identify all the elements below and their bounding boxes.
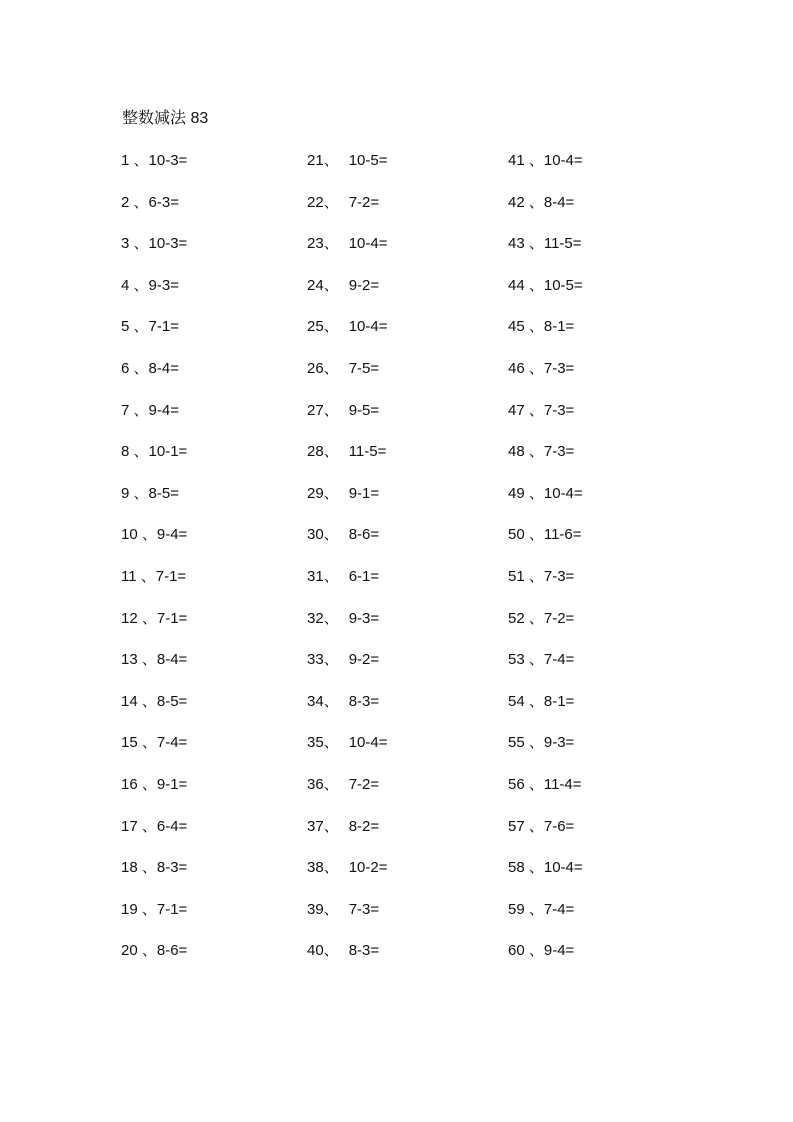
problem-item xyxy=(307,693,379,711)
problem-separator: 、 xyxy=(137,776,157,793)
problem-separator: 、 xyxy=(137,692,157,710)
problem-separator: 、 xyxy=(323,651,339,669)
problem-number: 44 xyxy=(508,276,525,294)
problem-number: 21 xyxy=(307,152,324,169)
problem-item xyxy=(508,485,583,503)
problem-item xyxy=(121,235,187,253)
problem-number: 29 xyxy=(307,484,324,502)
problem-separator: 、 xyxy=(323,568,339,585)
problem-expression: 9-3= xyxy=(148,276,179,294)
problem-expression: 7-3= xyxy=(348,900,380,918)
problem-separator: 、 xyxy=(323,817,339,835)
problem-expression: 8-3= xyxy=(348,942,380,960)
problem-expression: 9-3= xyxy=(348,609,380,627)
problem-number: 26 xyxy=(307,360,324,377)
problem-separator: 、 xyxy=(137,734,157,752)
problem-expression: 9-4= xyxy=(156,526,188,544)
problem-item xyxy=(307,610,379,628)
problem-item xyxy=(121,734,187,752)
problem-item xyxy=(121,485,179,503)
problem-expression: 7-1= xyxy=(148,318,179,336)
problem-separator: 、 xyxy=(129,401,149,419)
problem-item xyxy=(121,610,187,628)
problem-item xyxy=(121,693,187,711)
problem-item xyxy=(508,734,574,752)
problem-item xyxy=(307,859,388,877)
problem-separator: 、 xyxy=(129,235,149,253)
problem-number: 30 xyxy=(307,526,324,544)
problem-number: 2 xyxy=(121,193,130,211)
problem-separator: 、 xyxy=(136,568,156,585)
problem-item xyxy=(121,152,187,170)
problem-expression: 10-4= xyxy=(348,318,388,336)
problem-separator: 、 xyxy=(524,734,544,752)
problem-separator: 、 xyxy=(137,900,157,918)
problem-item xyxy=(307,568,379,586)
problem-item xyxy=(307,194,379,212)
problem-expression: 7-5= xyxy=(348,360,380,377)
problem-item xyxy=(508,402,574,420)
problem-separator: 、 xyxy=(524,484,544,502)
problem-number: 37 xyxy=(307,817,324,835)
problem-separator: 、 xyxy=(129,484,149,502)
problem-number: 47 xyxy=(508,401,525,419)
problem-number: 52 xyxy=(508,609,525,627)
problem-expression: 7-2= xyxy=(348,776,380,793)
problem-number: 14 xyxy=(121,692,138,710)
problem-item xyxy=(508,693,574,711)
problem-separator: 、 xyxy=(323,859,339,877)
problem-item xyxy=(121,859,187,877)
problem-item xyxy=(121,776,187,794)
problem-item xyxy=(307,152,388,170)
problem-expression: 7-3= xyxy=(543,401,575,419)
problem-item xyxy=(508,651,574,669)
problem-separator: 、 xyxy=(524,776,544,793)
problem-number: 20 xyxy=(121,942,138,960)
problem-number: 11 xyxy=(121,568,137,585)
problem-expression: 8-1= xyxy=(543,318,575,336)
problem-number: 22 xyxy=(307,193,324,211)
problem-item xyxy=(121,318,179,336)
problem-item xyxy=(307,318,388,336)
problem-expression: 8-2= xyxy=(348,817,380,835)
problem-number: 9 xyxy=(121,484,130,502)
problem-number: 60 xyxy=(508,942,525,960)
problem-number: 42 xyxy=(508,193,525,211)
problem-number: 45 xyxy=(508,318,525,336)
problem-separator: 、 xyxy=(323,900,339,918)
problem-expression: 10-4= xyxy=(348,235,388,253)
problem-separator: 、 xyxy=(129,193,149,211)
problem-separator: 、 xyxy=(129,318,149,336)
problem-expression: 7-6= xyxy=(543,817,575,835)
page-title: 整数减法 83 xyxy=(122,110,209,127)
problem-expression: 9-4= xyxy=(543,942,575,960)
problem-separator: 、 xyxy=(137,942,157,960)
problem-separator: 、 xyxy=(323,734,339,752)
problem-expression: 9-5= xyxy=(348,401,380,419)
problem-expression: 6-4= xyxy=(156,817,188,835)
problem-item xyxy=(307,818,379,836)
problem-number: 34 xyxy=(307,692,324,710)
problem-item xyxy=(307,776,379,794)
problem-separator: 、 xyxy=(323,235,339,253)
problem-item xyxy=(508,277,583,295)
problem-expression: 9-2= xyxy=(348,651,380,669)
problem-separator: 、 xyxy=(129,276,149,294)
problem-number: 39 xyxy=(307,900,324,918)
problem-item xyxy=(508,152,583,170)
problem-separator: 、 xyxy=(524,817,544,835)
problem-separator: 、 xyxy=(524,235,544,253)
problem-expression: 8-1= xyxy=(543,692,575,710)
problem-number: 41 xyxy=(508,152,525,169)
problem-item xyxy=(121,402,179,420)
problem-number: 28 xyxy=(307,443,324,461)
problem-separator: 、 xyxy=(524,318,544,336)
problem-item xyxy=(508,360,574,378)
problem-number: 58 xyxy=(508,859,525,877)
problem-number: 19 xyxy=(121,900,138,918)
problem-expression: 11-4= xyxy=(543,776,582,793)
problem-item xyxy=(121,568,186,586)
problem-expression: 11-6= xyxy=(543,526,582,544)
problem-separator: 、 xyxy=(137,651,157,669)
problem-separator: 、 xyxy=(524,152,544,169)
problem-expression: 8-3= xyxy=(348,692,380,710)
problem-item xyxy=(121,194,179,212)
problem-expression: 8-4= xyxy=(148,360,179,377)
problem-number: 18 xyxy=(121,859,138,877)
problem-expression: 7-4= xyxy=(156,734,188,752)
problem-number: 12 xyxy=(121,609,138,627)
problem-expression: 7-3= xyxy=(543,443,575,461)
problem-separator: 、 xyxy=(137,609,157,627)
problem-separator: 、 xyxy=(323,942,339,960)
problem-number: 15 xyxy=(121,734,138,752)
problem-number: 33 xyxy=(307,651,324,669)
problem-separator: 、 xyxy=(524,360,544,377)
problem-separator: 、 xyxy=(323,193,339,211)
problem-separator: 、 xyxy=(524,900,544,918)
problem-number: 49 xyxy=(508,484,525,502)
problem-number: 53 xyxy=(508,651,525,669)
problem-separator: 、 xyxy=(524,401,544,419)
problem-expression: 7-2= xyxy=(348,193,380,211)
problem-item xyxy=(307,734,388,752)
problem-expression: 7-1= xyxy=(155,568,187,585)
problem-expression: 7-1= xyxy=(156,609,188,627)
problem-number: 54 xyxy=(508,692,525,710)
problem-separator: 、 xyxy=(323,526,339,544)
problem-number: 3 xyxy=(121,235,130,253)
problem-expression: 8-4= xyxy=(156,651,188,669)
problem-separator: 、 xyxy=(524,609,544,627)
problem-separator: 、 xyxy=(323,318,339,336)
problem-expression: 8-6= xyxy=(348,526,380,544)
problem-expression: 7-2= xyxy=(543,609,575,627)
problem-expression: 10-3= xyxy=(148,152,188,169)
problem-separator: 、 xyxy=(323,152,339,169)
problem-number: 51 xyxy=(508,568,525,585)
problem-expression: 10-2= xyxy=(348,859,388,877)
problem-number: 56 xyxy=(508,776,525,793)
problem-separator: 、 xyxy=(129,443,149,461)
problem-expression: 8-4= xyxy=(543,193,575,211)
problem-separator: 、 xyxy=(323,401,339,419)
problem-item xyxy=(508,901,574,919)
problem-separator: 、 xyxy=(137,817,157,835)
problem-expression: 9-3= xyxy=(543,734,575,752)
problem-item xyxy=(508,776,582,794)
problem-item xyxy=(307,235,388,253)
problem-expression: 8-5= xyxy=(156,692,188,710)
problem-separator: 、 xyxy=(323,609,339,627)
problem-expression: 6-1= xyxy=(348,568,380,585)
problem-expression: 10-4= xyxy=(543,859,583,877)
problem-number: 8 xyxy=(121,443,130,461)
problem-number: 40 xyxy=(307,942,324,960)
problem-expression: 10-4= xyxy=(348,734,388,752)
problem-number: 7 xyxy=(121,401,130,419)
problem-item xyxy=(508,568,574,586)
problem-separator: 、 xyxy=(323,360,339,377)
problem-item xyxy=(307,277,379,295)
problem-number: 10 xyxy=(121,526,138,544)
problem-separator: 、 xyxy=(524,193,544,211)
problem-item xyxy=(121,818,187,836)
problem-expression: 7-4= xyxy=(543,900,575,918)
problem-separator: 、 xyxy=(323,776,339,793)
problem-expression: 9-2= xyxy=(348,276,380,294)
problem-separator: 、 xyxy=(524,692,544,710)
problem-item xyxy=(307,942,379,960)
problem-number: 6 xyxy=(121,360,130,377)
problem-expression: 11-5= xyxy=(348,443,387,461)
problem-number: 43 xyxy=(508,235,525,253)
problem-item xyxy=(121,443,187,461)
problem-number: 50 xyxy=(508,526,525,544)
problem-expression: 10-4= xyxy=(543,152,583,169)
problem-item xyxy=(508,443,574,461)
problem-number: 48 xyxy=(508,443,525,461)
problem-number: 25 xyxy=(307,318,324,336)
problem-expression: 10-5= xyxy=(543,276,583,294)
problem-item xyxy=(508,610,574,628)
problem-item xyxy=(121,901,187,919)
problem-expression: 7-1= xyxy=(156,900,188,918)
problem-item xyxy=(307,443,386,461)
problem-separator: 、 xyxy=(524,568,544,585)
problem-expression: 10-4= xyxy=(543,484,583,502)
problem-item xyxy=(508,818,574,836)
problem-item xyxy=(508,526,582,544)
problem-expression: 7-3= xyxy=(543,360,575,377)
problem-separator: 、 xyxy=(137,526,157,544)
problem-number: 4 xyxy=(121,276,130,294)
problem-expression: 9-1= xyxy=(156,776,188,793)
problem-number: 13 xyxy=(121,651,138,669)
problem-item xyxy=(307,526,379,544)
problem-separator: 、 xyxy=(524,276,544,294)
problem-item xyxy=(508,235,582,253)
problem-separator: 、 xyxy=(323,443,339,461)
problem-separator: 、 xyxy=(137,859,157,877)
problem-number: 46 xyxy=(508,360,525,377)
problem-number: 17 xyxy=(121,817,138,835)
problem-separator: 、 xyxy=(129,360,149,377)
problem-number: 27 xyxy=(307,401,324,419)
problem-expression: 8-3= xyxy=(156,859,188,877)
problem-item xyxy=(307,485,379,503)
problem-item xyxy=(508,318,574,336)
problem-separator: 、 xyxy=(323,692,339,710)
problem-separator: 、 xyxy=(323,276,339,294)
problem-item xyxy=(307,651,379,669)
problem-item xyxy=(121,526,187,544)
problem-number: 5 xyxy=(121,318,130,336)
problem-item xyxy=(121,651,187,669)
problem-number: 36 xyxy=(307,776,324,793)
problem-number: 31 xyxy=(307,568,324,585)
problem-expression: 7-4= xyxy=(543,651,575,669)
problem-item xyxy=(307,402,379,420)
problem-expression: 8-6= xyxy=(156,942,188,960)
problem-item xyxy=(121,277,179,295)
problem-item xyxy=(508,859,583,877)
problem-item xyxy=(121,360,179,378)
problem-number: 55 xyxy=(508,734,525,752)
problem-number: 16 xyxy=(121,776,138,793)
problem-item xyxy=(307,360,379,378)
problem-number: 57 xyxy=(508,817,525,835)
problem-expression: 11-5= xyxy=(543,235,582,253)
problem-separator: 、 xyxy=(524,443,544,461)
problem-expression: 6-3= xyxy=(148,193,179,211)
problem-expression: 9-4= xyxy=(148,401,179,419)
problem-number: 38 xyxy=(307,859,324,877)
problem-number: 32 xyxy=(307,609,324,627)
problem-number: 23 xyxy=(307,235,324,253)
problem-expression: 10-5= xyxy=(348,152,388,169)
problem-separator: 、 xyxy=(524,859,544,877)
problem-expression: 7-3= xyxy=(543,568,575,585)
problem-separator: 、 xyxy=(323,484,339,502)
problem-item xyxy=(307,901,379,919)
problem-number: 59 xyxy=(508,900,525,918)
problem-number: 1 xyxy=(121,152,130,169)
problem-expression: 10-1= xyxy=(148,443,188,461)
problem-item xyxy=(121,942,187,960)
problem-separator: 、 xyxy=(524,651,544,669)
problem-item xyxy=(508,194,574,212)
problem-item xyxy=(508,942,574,960)
problem-expression: 8-5= xyxy=(148,484,179,502)
problem-expression: 9-1= xyxy=(348,484,380,502)
problem-separator: 、 xyxy=(129,152,149,169)
problem-separator: 、 xyxy=(524,526,544,544)
problem-expression: 10-3= xyxy=(148,235,188,253)
problem-number: 24 xyxy=(307,276,324,294)
problem-number: 35 xyxy=(307,734,324,752)
problem-separator: 、 xyxy=(524,942,544,960)
